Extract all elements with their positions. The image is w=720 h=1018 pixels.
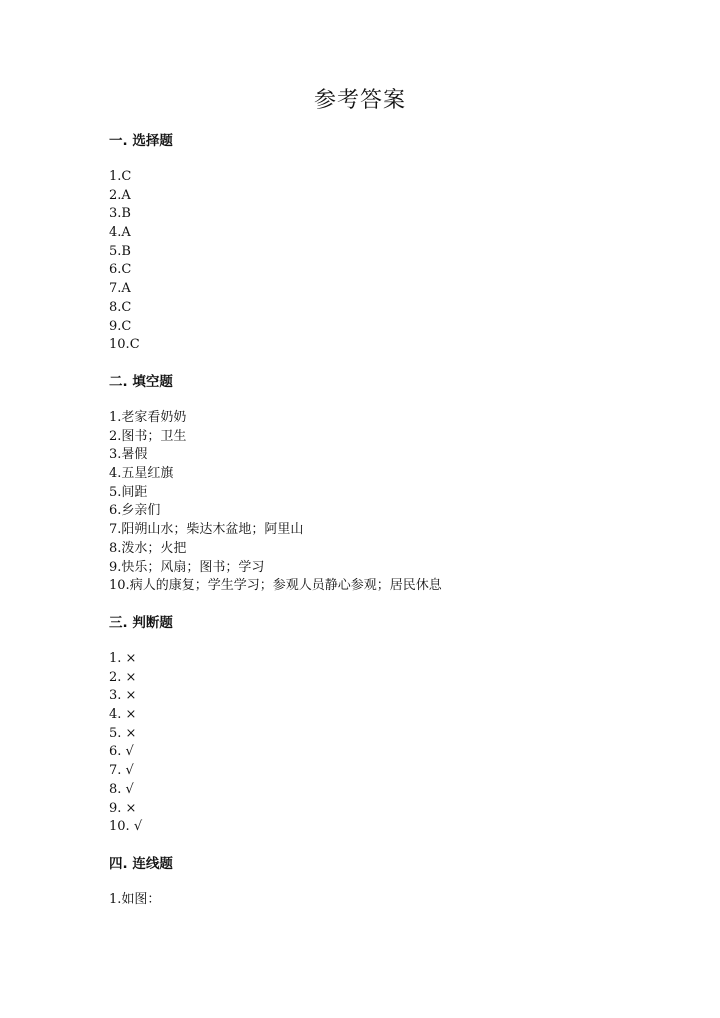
answer-number: 8.	[109, 540, 122, 556]
section-heading: 一. 选择题	[109, 133, 173, 149]
answer-number: 9.	[109, 559, 122, 575]
answer-text: A	[121, 187, 131, 203]
answer-item	[109, 743, 669, 762]
answer-number: 2.	[109, 428, 122, 444]
answer-text: 病人的康复；学生学习；参观人员静心参观；居民休息	[129, 578, 442, 594]
section-heading: 二. 填空题	[109, 374, 173, 390]
answer-number: 1.	[109, 410, 122, 425]
answer-item	[109, 669, 669, 688]
answer-item	[109, 261, 669, 280]
answer-number: 8.	[109, 781, 122, 797]
answer-item	[109, 168, 669, 187]
answer-number: 4.	[109, 466, 122, 482]
answer-text: A	[121, 225, 131, 241]
answer-number: 10.	[109, 337, 130, 353]
answer-text: 泼水；火把	[121, 540, 187, 556]
answer-number: 9.	[109, 800, 122, 816]
answer-text: 如图：	[121, 892, 161, 907]
answer-list	[109, 650, 669, 837]
answer-text: ×	[121, 651, 137, 666]
answer-item	[109, 818, 669, 837]
answer-number: 3.	[109, 688, 122, 704]
answer-item	[109, 577, 669, 596]
answer-text: A	[121, 281, 131, 297]
answer-number: 10.	[109, 819, 130, 835]
answer-text: C	[121, 318, 132, 334]
answer-item	[109, 484, 669, 503]
answer-number: 6.	[109, 503, 122, 519]
answer-item	[109, 446, 669, 465]
section-heading: 三. 判断题	[109, 615, 173, 631]
answer-text: 老家看奶奶	[121, 410, 187, 425]
answer-item	[109, 781, 669, 800]
answer-item	[109, 800, 669, 819]
answer-item	[109, 187, 669, 206]
answer-text: 快乐；风扇；图书；学习	[121, 559, 265, 575]
answer-text: 乡亲们	[121, 503, 161, 519]
answer-text: 五星红旗	[121, 466, 174, 482]
answer-number: 4.	[109, 225, 122, 241]
answer-text: 暑假	[121, 447, 148, 463]
answer-number: 9.	[109, 318, 122, 334]
section-true-false	[109, 614, 669, 837]
answer-text: C	[121, 169, 132, 184]
answer-item	[109, 706, 669, 725]
answer-text: ×	[121, 800, 137, 816]
answer-item	[109, 205, 669, 224]
answer-text: ×	[121, 707, 137, 723]
answer-list	[109, 409, 669, 596]
answer-number: 7.	[109, 763, 122, 779]
answer-text: √	[121, 744, 134, 760]
answer-list	[109, 168, 669, 355]
answer-text: C	[129, 337, 140, 353]
answer-text: 图书；卫生	[121, 428, 187, 444]
answer-number: 7.	[109, 281, 122, 297]
answer-text: 阳朔山水；柴达木盆地；阿里山	[121, 522, 304, 538]
answer-text: C	[121, 262, 132, 278]
section-heading: 四. 连线题	[109, 856, 173, 872]
answer-number: 3.	[109, 206, 122, 222]
answer-item	[109, 336, 669, 355]
answer-number: 6.	[109, 262, 122, 278]
answer-number: 6.	[109, 744, 122, 760]
answer-number: 1.	[109, 169, 122, 184]
answer-text: 间距	[121, 484, 148, 500]
answer-item	[109, 891, 669, 910]
answer-text: C	[121, 299, 132, 315]
answer-text: B	[121, 243, 131, 259]
answer-item	[109, 428, 669, 447]
answer-number: 5.	[109, 484, 122, 500]
answer-item	[109, 409, 669, 428]
answer-item	[109, 762, 669, 781]
answer-item	[109, 502, 669, 521]
answer-number: 10.	[109, 578, 130, 594]
section-multiple-choice	[109, 132, 669, 355]
answer-text: √	[121, 763, 134, 779]
answer-item	[109, 559, 669, 578]
answer-item	[109, 243, 669, 262]
answer-item	[109, 299, 669, 318]
answer-number: 5.	[109, 243, 122, 259]
answer-text: ×	[121, 669, 137, 685]
answer-number: 2.	[109, 187, 122, 203]
answer-item	[109, 280, 669, 299]
answer-item	[109, 687, 669, 706]
answer-item	[109, 725, 669, 744]
answer-item	[109, 465, 669, 484]
section-matching	[109, 855, 669, 910]
answer-number: 3.	[109, 447, 122, 463]
answer-item	[109, 318, 669, 337]
answer-item	[109, 521, 669, 540]
section-fill-in-blank	[109, 373, 669, 596]
answer-text: √	[129, 819, 143, 835]
answer-text: √	[121, 781, 134, 797]
answer-item	[109, 540, 669, 559]
answer-number: 4.	[109, 707, 122, 723]
answer-item	[109, 224, 669, 243]
answer-text: ×	[121, 725, 137, 741]
answer-number: 2.	[109, 669, 122, 685]
answer-item	[109, 650, 669, 669]
answer-number: 5.	[109, 725, 122, 741]
answer-number: 8.	[109, 299, 122, 315]
page-title: 参考答案	[313, 88, 406, 113]
answer-text: B	[121, 206, 131, 222]
answer-number: 1.	[109, 651, 122, 666]
answer-number: 1.	[109, 892, 122, 907]
answer-list	[109, 891, 669, 910]
answer-text: ×	[121, 688, 137, 704]
answer-number: 7.	[109, 522, 122, 538]
